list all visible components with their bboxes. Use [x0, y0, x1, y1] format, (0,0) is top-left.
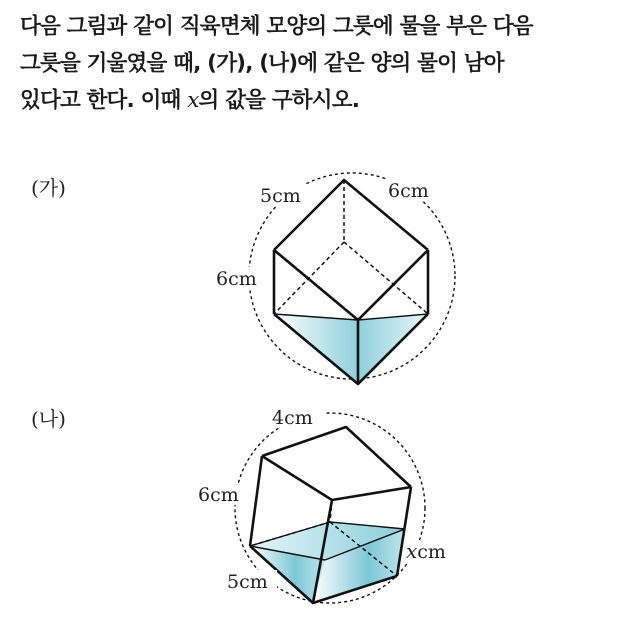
figure-na [196, 406, 460, 603]
figure-ga-label: (가) [31, 176, 66, 200]
figure-na-dim-right [406, 539, 446, 563]
question-line-3-start: 있다고 한다. 이때 [20, 88, 188, 113]
figure-na-dim-top: 4cm [272, 407, 313, 429]
figure-ga-dim-top-left: 5cm [260, 185, 301, 207]
figure-ga-dim-top-right: 6cm [388, 180, 429, 202]
figure-na-dim-left: 6cm [198, 484, 239, 506]
figure-ga [214, 173, 455, 384]
figure-na-dim-right-var: x [406, 539, 418, 563]
figure-na-dim-right-unit: cm [417, 541, 446, 563]
figure-ga-dim-left: 6cm [216, 268, 257, 290]
variable-x: x [187, 88, 199, 113]
question-line-3-end: 의 값을 구하시오. [198, 88, 360, 113]
question-line-1: 다음 그림과 같이 직육면체 모양의 그릇에 물을 부은 다음 [20, 14, 533, 39]
question-line-2: 그릇을 기울였을 때, (가), (나)에 같은 양의 물이 남아 [20, 51, 504, 76]
figure-na-dim-bottom: 5cm [227, 571, 268, 593]
figure-na-label: (나) [31, 407, 66, 431]
